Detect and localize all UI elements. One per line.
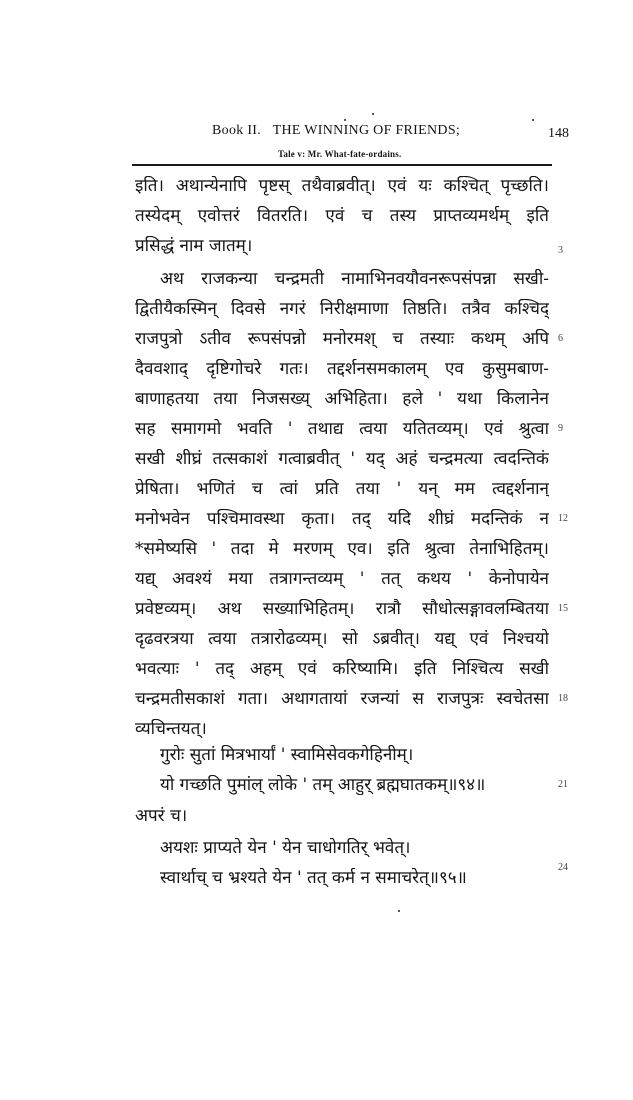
text-line: अथ राजकन्या चन्द्रमती नामाभिनवयौवनरूपसंपन्ना सखी- bbox=[160, 269, 549, 289]
text-line: प्रेषिता। भणितं च त्वां प्रति तया ' यन् मम त्वद्दर्शनान् bbox=[135, 479, 549, 499]
text-line: व्यचिन्तयत्। bbox=[135, 719, 207, 739]
text-line: द्वितीयैकस्मिन् दिवसे नगरं निरीक्षमाणा तिष्ठति। तत्रैव कश्चिद् bbox=[135, 299, 549, 319]
text-line: प्रसिद्धं नाम जातम्। bbox=[135, 236, 253, 256]
text-line: भवत्याः ' तद् अहम् एवं करिष्यामि। इति निश्चित्य सखी bbox=[135, 659, 549, 679]
text-line: यद्य् अवश्यं मया तत्रागन्तव्यम् ' तत् कथय ' केनोपायेन bbox=[135, 569, 549, 589]
line-number: 15 bbox=[558, 603, 568, 614]
line-number: 18 bbox=[558, 693, 568, 704]
verse-line: अयशः प्राप्यते येन ' येन चाधोगतिर् भवेत्। bbox=[160, 838, 411, 858]
text-line: राजपुत्रो ऽतीव रूपसंपन्नो मनोरमश् च तस्याः कथम् अपि bbox=[135, 329, 549, 349]
text-line: मनोभवेन पश्चिमावस्था कृता। तद् यदि शीघ्रं मदन्तिकं न bbox=[135, 509, 549, 529]
verse-line: स्वार्थाच् च भ्रश्यते येन ' तत् कर्म न समाचरेत्॥९५॥ bbox=[160, 868, 467, 888]
line-number: 3 bbox=[558, 245, 563, 256]
text-line: *समेष्यसि ' तदा मे मरणम् एव। इति श्रुत्वा तेनाभिहितम्। bbox=[135, 539, 549, 559]
line-number: 21 bbox=[558, 779, 568, 790]
chapter-title: THE WINNING OF FRIENDS; bbox=[272, 123, 461, 138]
print-speck bbox=[398, 910, 400, 912]
book-label: Book II. bbox=[212, 123, 262, 138]
text-line: तस्येदम् एवोत्तरं वितरति। एवं च तस्य प्राप्तव्यमर्थम् इति bbox=[135, 206, 549, 226]
line-number: 9 bbox=[558, 423, 563, 434]
line-number: 6 bbox=[558, 333, 563, 344]
line-number: 12 bbox=[558, 513, 568, 524]
page-number: 148 bbox=[548, 126, 569, 141]
text-line: अपरं च। bbox=[135, 806, 188, 826]
text-line: चन्द्रमतीसकाशं गता। अथागतायां रजन्यां स राजपुत्रः स्वचेतसा bbox=[135, 689, 549, 709]
text-line: सह समागमो भवति ' तथाद्य त्वया यतितव्यम्। एवं श्रुत्वा bbox=[135, 419, 549, 439]
text-line: सखी शीघ्रं तत्सकाशं गत्वाब्रवीत् ' यद् अहं चन्द्रमत्या त्वदन्तिकं bbox=[135, 449, 549, 469]
text-line: बाणाहतया तया निजसख्य् अभिहिता। हले ' यथा किलानेन bbox=[135, 389, 549, 409]
tale-subtitle: Tale v: Mr. What-fate-ordains. bbox=[278, 149, 402, 159]
text-line: दैववशाद् दृष्टिगोचरे गतः। तद्दर्शनसमकालम् एव कुसुमबाण- bbox=[135, 359, 549, 379]
header-rule bbox=[132, 164, 552, 166]
text-line: प्रवेष्टव्यम्। अथ सख्याभिहितम्। रात्रौ सौधोत्सङ्गावलम्बितया bbox=[135, 599, 549, 619]
verse-line: गुरोः सुतां मित्रभार्यां ' स्वामिसेवकगेहिनीम्। bbox=[160, 745, 414, 765]
text-line: दृढवरत्रया त्वया तत्रारोढव्यम्। सो ऽब्रवीत्। यद्य् एवं निश्चयो bbox=[135, 629, 549, 649]
line-number: 24 bbox=[558, 862, 568, 873]
running-head bbox=[212, 123, 460, 139]
text-line: इति। अथान्येनापि पृष्टस् तथैवाब्रवीत्। एवं यः कश्चित् पृच्छति। bbox=[135, 176, 549, 196]
verse-line: यो गच्छति पुमांल् लोके ' तम् आहुर् ब्रह्मघातकम्॥९४॥ bbox=[160, 775, 486, 795]
